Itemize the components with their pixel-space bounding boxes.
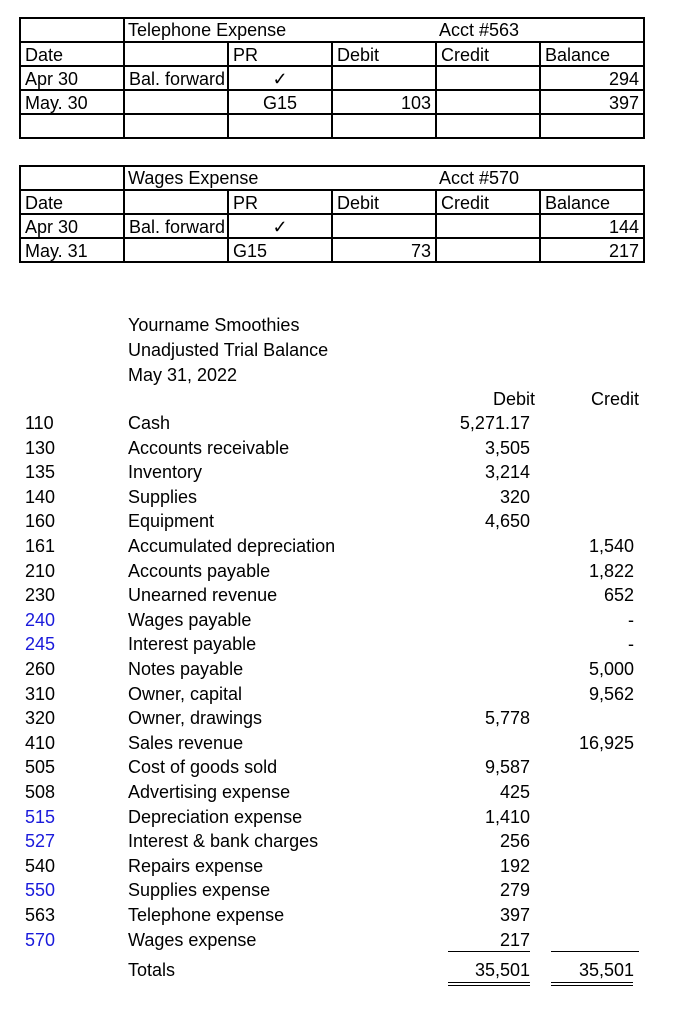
- row-credit: [436, 114, 540, 138]
- wages-ledger-acct: Acct #570: [439, 168, 520, 188]
- account-row: [0, 485, 688, 509]
- pr-header: PR: [228, 42, 332, 66]
- telephone-ledger-title: Telephone Expense: [128, 20, 287, 40]
- total-debit: 35,501: [474, 960, 530, 980]
- pr-header: PR: [228, 190, 332, 214]
- account-number: 515: [25, 806, 56, 827]
- account-number: 135: [25, 462, 56, 483]
- account-debit: 4,650: [484, 511, 530, 532]
- account-credit: 1,540: [588, 536, 634, 556]
- credit-double-rule-2: [551, 985, 633, 986]
- account-debit: 192: [499, 855, 530, 876]
- account-name: Supplies expense: [128, 880, 271, 901]
- account-number: 230: [25, 585, 56, 606]
- account-name: Interest payable: [128, 634, 257, 655]
- credit-header: Credit: [590, 389, 639, 409]
- ledger-row: [20, 66, 644, 90]
- row-desc: [124, 114, 228, 138]
- account-number: 160: [25, 511, 56, 532]
- account-number: 130: [25, 437, 56, 458]
- row-pr: ✓: [228, 66, 332, 90]
- date-header: Date: [20, 42, 124, 66]
- account-name: Advertising expense: [128, 782, 291, 802]
- account-number: 527: [25, 831, 56, 852]
- account-row: [0, 706, 688, 730]
- account-row: [0, 755, 688, 779]
- account-debit: 279: [499, 880, 530, 901]
- column-headers: [0, 387, 688, 411]
- account-debit: 3,214: [484, 462, 530, 483]
- account-credit: 5,000: [588, 659, 634, 679]
- credit-double-rule-1: [551, 982, 633, 983]
- desc-header: [124, 190, 228, 214]
- account-row: [0, 534, 688, 558]
- account-name: Cost of goods sold: [128, 757, 278, 778]
- row-desc: Bal. forward: [124, 66, 228, 90]
- wages-ledger-title: Wages Expense: [128, 168, 259, 188]
- telephone-ledger-acct: Acct #563: [439, 20, 520, 40]
- account-debit: 256: [499, 831, 530, 852]
- row-date: [20, 114, 124, 138]
- account-number: 540: [25, 855, 56, 876]
- row-debit: [332, 66, 436, 90]
- debit-double-rule-2: [448, 985, 530, 986]
- account-credit: 16,925: [578, 732, 634, 753]
- credit-subtotal-rule: [551, 951, 639, 952]
- account-number: 140: [25, 486, 56, 507]
- account-number: 210: [25, 560, 56, 581]
- account-debit: 397: [499, 905, 530, 925]
- wages-ledger-table: [19, 165, 645, 263]
- account-debit: 3,505: [484, 437, 530, 458]
- date-header: Date: [20, 190, 124, 214]
- account-number: 563: [25, 905, 56, 925]
- account-debit: 5,778: [484, 708, 530, 729]
- account-row: [0, 559, 688, 583]
- account-name: Accounts receivable: [128, 437, 290, 458]
- account-credit: -: [628, 609, 634, 630]
- telephone-ledger-table: [19, 17, 645, 139]
- account-debit: 320: [499, 486, 530, 507]
- account-number: 240: [25, 609, 56, 630]
- row-debit: [332, 114, 436, 138]
- account-row: [0, 780, 688, 804]
- account-debit: 5,271.17: [459, 413, 530, 433]
- debit-header: Debit: [492, 389, 535, 409]
- account-credit: 1,822: [588, 560, 634, 581]
- row-date: May. 31: [20, 238, 124, 262]
- row-balance: 397: [540, 90, 644, 114]
- row-date: Apr 30: [20, 214, 124, 238]
- totals-row: [0, 958, 688, 982]
- row-pr: G15: [228, 238, 332, 262]
- account-row: [0, 608, 688, 632]
- total-credit: 35,501: [578, 960, 634, 980]
- account-name: Depreciation expense: [128, 806, 303, 827]
- account-credit: 652: [603, 585, 634, 606]
- row-desc: [124, 238, 228, 262]
- account-debit: 1,410: [484, 806, 530, 827]
- desc-header: [124, 42, 228, 66]
- account-row: [0, 682, 688, 706]
- account-debit: 425: [499, 782, 530, 802]
- account-name: Owner, drawings: [128, 708, 263, 729]
- account-name: Notes payable: [128, 659, 244, 679]
- credit-header: Credit: [436, 42, 540, 66]
- ledger-row: [20, 90, 644, 114]
- account-number: 310: [25, 683, 56, 704]
- account-row: [0, 583, 688, 607]
- account-name: Accumulated depreciation: [128, 536, 336, 556]
- account-row: [0, 854, 688, 878]
- account-name: Supplies: [128, 486, 198, 507]
- account-name: Interest & bank charges: [128, 831, 319, 852]
- row-debit: [332, 214, 436, 238]
- row-balance: 294: [540, 66, 644, 90]
- row-balance: [540, 114, 644, 138]
- account-debit: 9,587: [484, 757, 530, 778]
- account-number: 110: [25, 413, 54, 433]
- row-pr: [228, 114, 332, 138]
- account-number: 320: [25, 708, 56, 729]
- ledger-row: [20, 214, 644, 238]
- row-date: May. 30: [20, 90, 124, 114]
- account-name: Owner, capital: [128, 683, 243, 704]
- account-row: [0, 632, 688, 656]
- credit-header: Credit: [436, 190, 540, 214]
- row-credit: [436, 214, 540, 238]
- row-debit: 103: [332, 90, 436, 114]
- account-number: 508: [25, 782, 56, 802]
- debit-subtotal-rule: [448, 951, 530, 952]
- account-name: Repairs expense: [128, 855, 264, 876]
- account-row: [0, 805, 688, 829]
- account-name: Telephone expense: [128, 905, 285, 925]
- account-debit: 217: [499, 929, 530, 950]
- ledger-row: [20, 238, 644, 262]
- account-row: [0, 411, 688, 435]
- account-row: [0, 878, 688, 902]
- totals-label: Totals: [128, 960, 176, 980]
- ledger-title-cell: [20, 18, 124, 42]
- row-credit: [436, 66, 540, 90]
- row-desc: [124, 90, 228, 114]
- account-number: 161: [25, 536, 56, 556]
- account-name: Cash: [128, 413, 171, 433]
- account-row: [0, 829, 688, 853]
- row-credit: [436, 90, 540, 114]
- account-row: [0, 928, 688, 952]
- row-balance: 144: [540, 214, 644, 238]
- row-credit: [436, 238, 540, 262]
- ledger-row: [20, 114, 644, 138]
- account-row: [0, 509, 688, 533]
- account-number: 505: [25, 757, 56, 778]
- account-name: Sales revenue: [128, 732, 244, 753]
- account-name: Accounts payable: [128, 560, 271, 581]
- account-number: 245: [25, 634, 56, 655]
- account-row: [0, 436, 688, 460]
- account-name: Inventory: [128, 462, 203, 483]
- account-credit: 9,562: [588, 683, 634, 704]
- account-name: Equipment: [128, 511, 215, 532]
- row-pr: ✓: [228, 214, 332, 238]
- debit-double-rule-1: [448, 982, 530, 983]
- row-desc: Bal. forward: [124, 214, 228, 238]
- company-name: Yourname Smoothies: [128, 315, 300, 335]
- balance-header: Balance: [540, 42, 644, 66]
- account-name: Wages expense: [128, 929, 257, 950]
- wages-ledger: [19, 165, 643, 263]
- account-row: [0, 903, 688, 927]
- balance-header: Balance: [540, 190, 644, 214]
- debit-header: Debit: [332, 42, 436, 66]
- report-date: May 31, 2022: [128, 365, 238, 385]
- account-number: 260: [25, 659, 56, 679]
- account-row: [0, 731, 688, 755]
- telephone-ledger: [19, 17, 643, 139]
- report-title: Unadjusted Trial Balance: [128, 340, 329, 360]
- account-number: 410: [25, 732, 56, 753]
- account-number: 570: [25, 929, 56, 950]
- account-number: 550: [25, 880, 56, 901]
- account-row: [0, 460, 688, 484]
- account-row: [0, 657, 688, 681]
- row-pr: G15: [228, 90, 332, 114]
- row-debit: 73: [332, 238, 436, 262]
- account-name: Unearned revenue: [128, 585, 278, 606]
- account-credit: -: [628, 634, 634, 655]
- row-date: Apr 30: [20, 66, 124, 90]
- row-balance: 217: [540, 238, 644, 262]
- ledger-title-cell: [20, 166, 124, 190]
- debit-header: Debit: [332, 190, 436, 214]
- account-name: Wages payable: [128, 609, 252, 630]
